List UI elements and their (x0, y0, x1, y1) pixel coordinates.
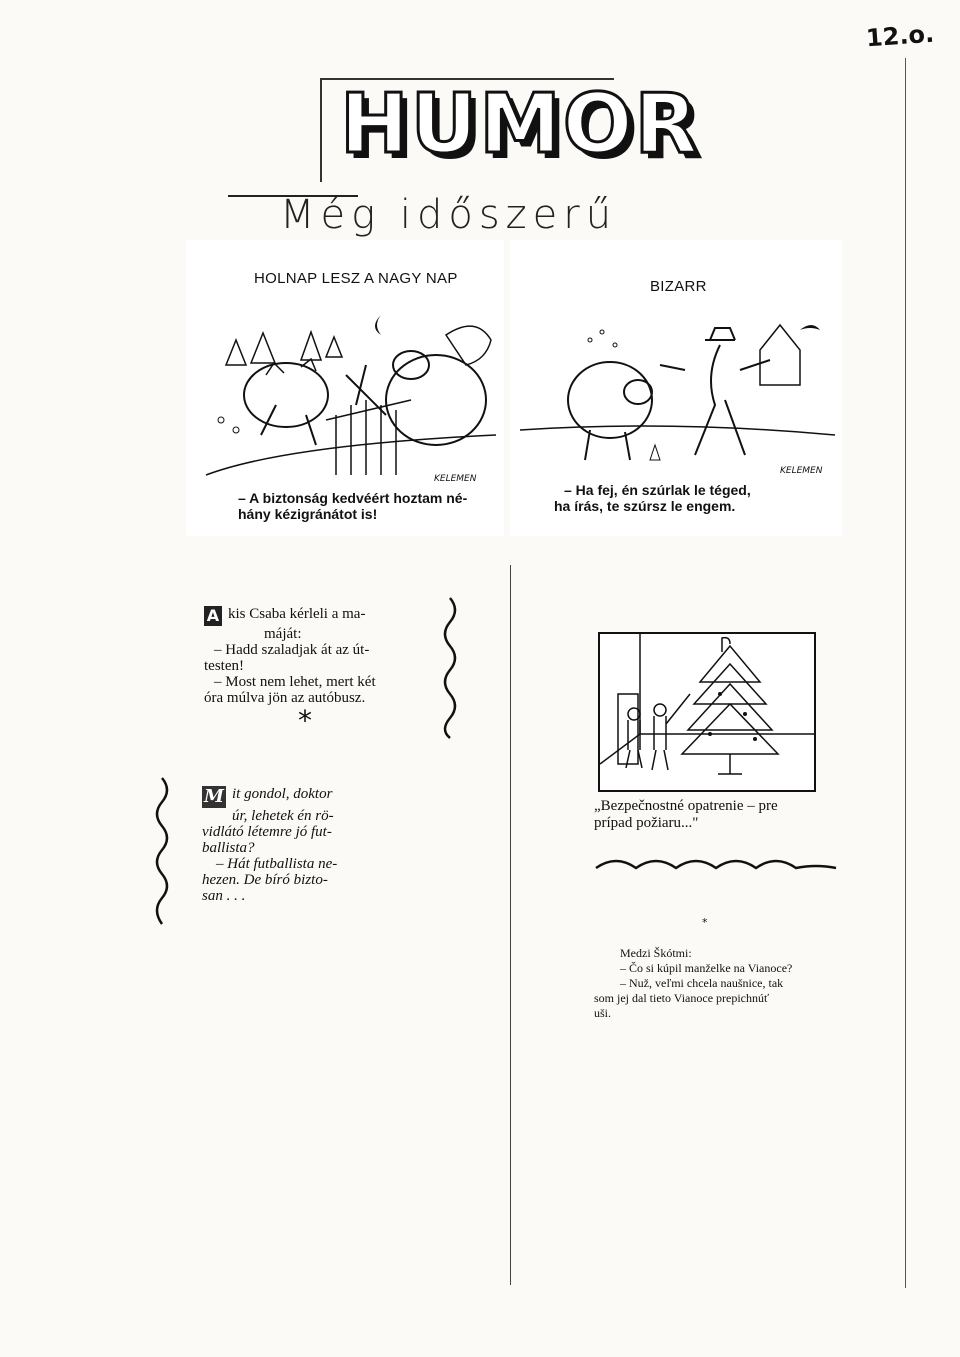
cartoon-drawing-boar-pig (206, 295, 496, 480)
joke-line: ballista? (202, 840, 255, 856)
joke-line: it gondol, doktor (232, 786, 333, 802)
joke-line: Medzi Škótmi: (620, 946, 692, 960)
joke-line: – Most nem lehet, mert két (214, 674, 376, 690)
caption-line: – Ha fej, én szúrlak le téged, (564, 482, 751, 498)
wavy-line-left (150, 778, 174, 928)
joke-line: uši. (594, 1006, 612, 1020)
joke-line: testen! (204, 658, 244, 674)
joke-line: – Nuž, veľmi chcela naušnice, tak (620, 976, 784, 990)
joke-line: – Hadd szaladjak át az út- (214, 642, 370, 658)
cartoon-signature: KELEMEN (780, 466, 823, 476)
joke-line: – Hát futballista ne- (216, 856, 338, 872)
joke-line: óra múlva jön az autóbusz. (204, 690, 366, 706)
scotland-joke (594, 946, 830, 1021)
joke-line: – Čo si kúpil manželke na Vianoce? (620, 961, 793, 975)
page-number: 12.o. (865, 19, 936, 53)
joke-line: san . . . (202, 888, 246, 904)
cartoon-panel-holnap (186, 240, 504, 536)
joke-a (204, 606, 418, 706)
christmas-tree-cartoon-frame (598, 632, 816, 792)
joke-line: úr, lehetek én rö- (232, 808, 334, 824)
cartoon-signature: KELEMEN (434, 474, 477, 484)
caption-line: – A biztonság kedvéért hoztam né- (238, 490, 468, 506)
joke-m (202, 786, 382, 904)
margin-line (905, 58, 906, 1288)
cartoon-panel-bizarr (510, 240, 842, 536)
joke-line: vidlátó létemre jó fut- (202, 824, 332, 840)
slovak-cartoon-caption (594, 798, 824, 832)
caption-line: „Bezpečnostné opatrenie – pre (594, 798, 778, 814)
caption-line: prípad požiaru..." (594, 815, 699, 831)
joke-line: máját: (264, 626, 302, 642)
separator-star: * (298, 704, 312, 737)
cartoon-drawing-pig-hunter (520, 320, 835, 480)
cartoon-title: HOLNAP LESZ A NAGY NAP (254, 270, 458, 287)
caption-line: hány kézigránátot is! (238, 506, 378, 522)
page-subtitle: Még időszerű (280, 192, 618, 238)
drop-cap: M (202, 786, 226, 808)
caption-line: ha írás, te szúrsz le engem. (554, 498, 736, 514)
joke-line: kis Csaba kérleli a ma- (228, 606, 366, 622)
cartoon-title: BIZARR (650, 278, 707, 295)
cartoon-drawing-christmas-tree (600, 634, 814, 790)
scotland-star: * (702, 916, 708, 929)
joke-line: som jej dal tieto Vianoce prepichnúť (594, 991, 770, 1005)
column-divider (510, 565, 511, 1285)
joke-line: hezen. De bíró bizto- (202, 872, 328, 888)
wavy-separator (596, 848, 836, 878)
page-title: HUMOR (340, 77, 700, 172)
cartoon-caption (238, 490, 500, 522)
cartoon-caption (554, 482, 842, 514)
drop-cap: A (204, 606, 222, 626)
wavy-line-right (438, 598, 462, 738)
